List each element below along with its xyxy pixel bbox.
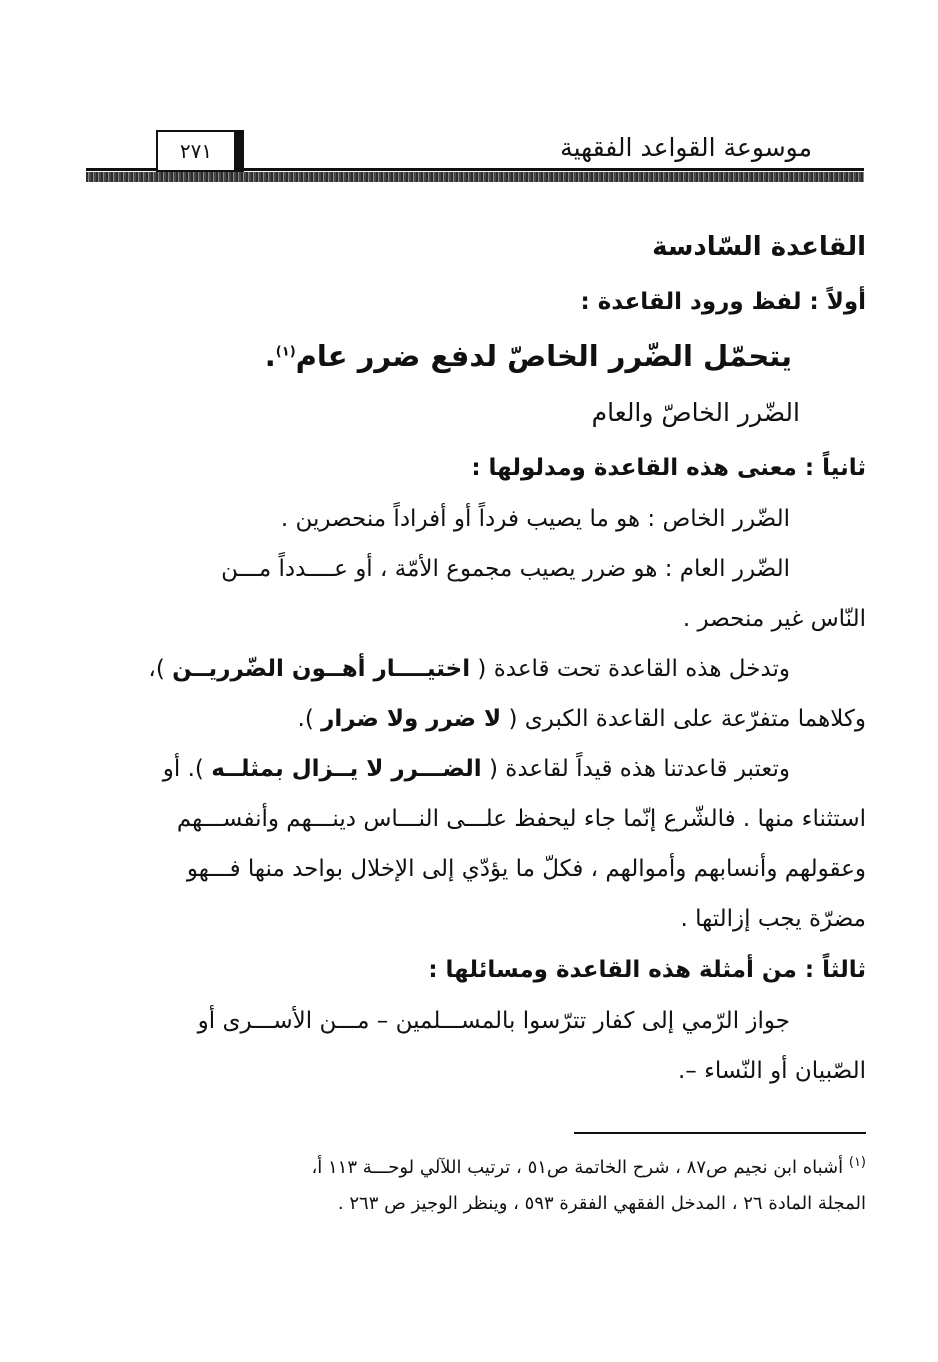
example-line2: الصّبيان أو النّساء –.	[677, 1058, 866, 1084]
paragraph1-text-a: وتدخل هذه القاعدة تحت قاعدة (	[470, 656, 790, 682]
public-harm-definition-line2: النّاس غير منحصر .	[682, 606, 866, 632]
footnote-ref-1: (١)	[275, 344, 296, 360]
page-header	[86, 128, 864, 184]
paragraph2-line1	[96, 744, 790, 794]
section2-title: ثانياً : معنى هذه القاعدة ومدلولها :	[471, 455, 866, 481]
rule-text: يتحمّل الضّرر الخاصّ لدفع ضرر عام	[295, 339, 792, 373]
running-title: موسوعة القواعد الفقهية	[560, 133, 812, 162]
paragraph2-line2: استثناء منها . فالشّرع إنّما جاء ليحفظ علـــى النـــاس دينـــهم وأنفســـهم	[176, 806, 866, 832]
paragraph1-line2-text-b: ).	[297, 706, 322, 732]
footnote-1-line1	[96, 1150, 866, 1186]
terms-line: الضّرر الخاصّ والعام	[591, 398, 800, 427]
footnote-marker: (١)	[848, 1155, 866, 1170]
rule-end: .	[264, 339, 276, 373]
private-harm-definition: الضّرر الخاص : هو ما يصيب فرداً أو أفراداً منحصرين .	[280, 506, 790, 532]
paragraph2-bold-rule: الضـــرر لا يــزال بمثلــه	[211, 756, 482, 782]
paragraph2-line3: وعقولهم وأنسابهم وأموالهم ، فكلّ ما يؤدّي إلى الإخلال بواحد منها فـــهو	[186, 856, 866, 882]
rule-heading: القاعدة السّادسة	[652, 232, 866, 262]
paragraph2-text-b: ). أو	[162, 756, 212, 782]
example-line1: جواز الرّمي إلى كفار تترّسوا بالمســـلمين – مـــن الأســـرى أو	[197, 1008, 790, 1034]
public-harm-definition-line1: الضّرر العام : هو ضرر يصيب مجموع الأمّة ، أو عــــدداً مـــن	[221, 556, 790, 582]
page-number: ٢٧١	[156, 130, 244, 172]
header-rule	[86, 172, 864, 182]
paragraph1-line2	[96, 694, 866, 744]
footnote-1-text: أشباه ابن نجيم ص٨٧ ، شرح الخاتمة ص٥١ ، ترتيب اللآلي لوحـــة ١١٣ أ،	[311, 1157, 844, 1178]
paragraph1-text-b: )،	[148, 656, 173, 682]
section1-title: أولاً : لفظ ورود القاعدة :	[580, 289, 866, 315]
footnotes	[96, 1150, 866, 1222]
paragraph1-line2-text-a: وكلاهما متفرّعة على القاعدة الكبرى (	[501, 706, 866, 732]
main-text	[96, 222, 866, 1096]
rule-statement	[96, 328, 792, 384]
paragraph2-line4: مضرّة يجب إزالتها .	[680, 906, 866, 932]
paragraph1-bold-rule: اختيــــار أهــون الضّرريــن	[172, 656, 471, 682]
paragraph2-text-a: وتعتبر قاعدتنا هذه قيداً لقاعدة (	[481, 756, 790, 782]
footnote-1-line2: المجلة المادة ٢٦ ، المدخل الفقهي الفقرة ٥٩٣ ، وينظر الوجيز ص ٢٦٣ .	[337, 1193, 866, 1214]
paragraph1-line2-bold-rule: لا ضرر ولا ضرار	[321, 706, 502, 732]
paragraph1-line1	[96, 644, 790, 694]
section3-title: ثالثاً : من أمثلة هذه القاعدة ومسائلها :	[428, 957, 866, 983]
footnote-separator	[574, 1132, 866, 1134]
